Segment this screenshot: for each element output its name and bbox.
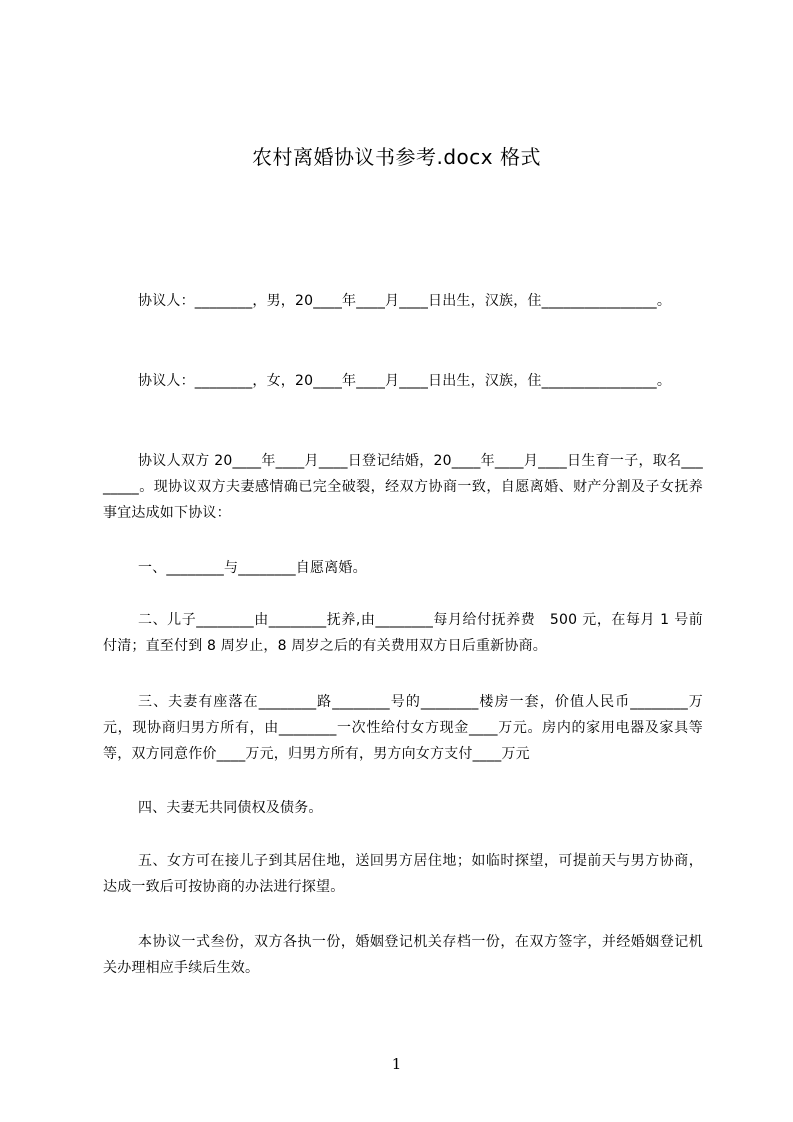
page-number: 1	[391, 1055, 402, 1073]
clause-2-child-custody: 二、儿子________由________抚养,由________每月给付抚养费 500 元，在每月 1 号前付清；直至付到 8 周岁止，8 周岁之后的有关费用双方日后重新协商。	[103, 612, 703, 654]
clause-1-divorce: 一、________与________自愿离婚。	[138, 560, 367, 576]
clause-4-debts: 四、夫妻无共同债权及债务。	[138, 800, 323, 816]
clause-5-visitation: 五、女方可在接儿子到其居住地，送回男方居住地；如临时探望，可提前天与男方协商，达成一致后可按协商的办法进行探望。	[103, 853, 703, 895]
document-title: 农村离婚协议书参考.docx 格式	[252, 145, 541, 169]
paragraph-copies-effect: 本协议一式叁份，双方各执一份，婚姻登记机关存档一份，在双方签字，并经婚姻登记机关办理相应手续后生效。	[103, 934, 703, 976]
paragraph-party-male: 协议人：________，男，20____年____月____日出生，汉族，住________________。	[138, 293, 672, 309]
paragraph-party-female: 协议人：________，女，20____年____月____日出生，汉族，住________________。	[138, 373, 672, 389]
paragraph-marriage-info: 协议人双方 20____年____月____日登记结婚，20____年____月____日生育一子，取名________。现协议双方夫妻感情确已完全破裂，经双方协商一致，自愿离婚、财产分割及子女抚养事宜达成如下协议：	[103, 453, 703, 521]
clause-3-property: 三、夫妻有座落在________路________号的________楼房一套，价值人民币________万元，现协商归男方所有，由________一次性给付女方现金____万元。房内的家用电器及家具等等，双方同意作价____万元，归男方所有，男方向女方支付____万元	[103, 694, 703, 762]
